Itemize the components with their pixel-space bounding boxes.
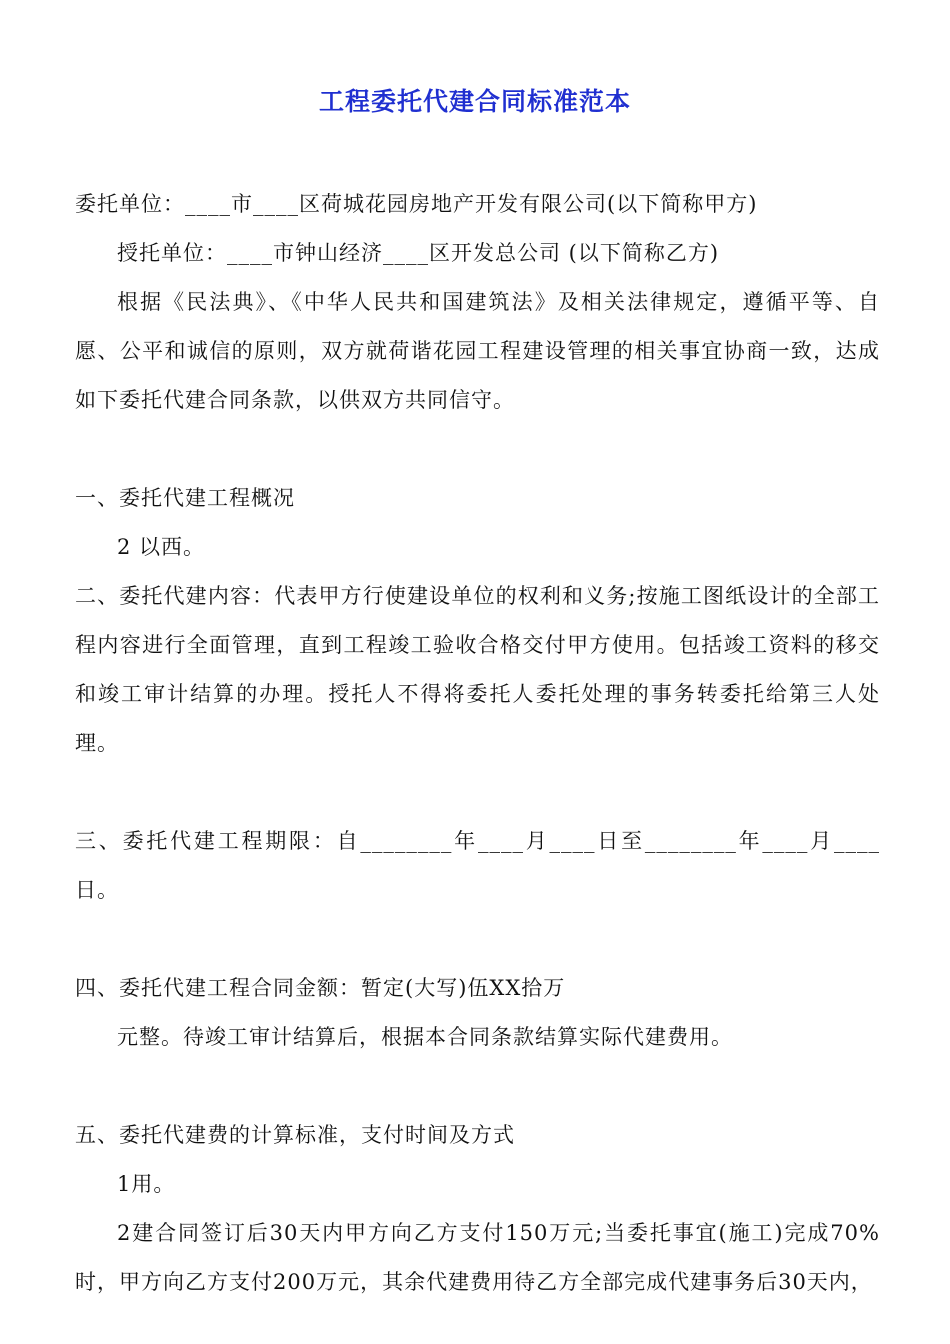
document-title: 工程委托代建合同标准范本 xyxy=(318,87,631,116)
spacer xyxy=(75,915,880,964)
spacer xyxy=(75,1062,880,1111)
section-3: 三、委托代建工程期限：自________年____月____日至________年____月____日。 xyxy=(75,829,880,902)
document-body xyxy=(75,180,880,1307)
section-5-item-2: 2建合同签订后30天内甲方向乙方支付150万元;当委托事宜(施工)完成70%时，甲方向乙方支付200万元，其余代建费用待乙方全部完成代建事务后30天内， xyxy=(75,1221,880,1294)
paragraph-preamble: 根据《民法典》、《中华人民共和国建筑法》及相关法律规定，遵循平等、自愿、公平和诚信的原则，双方就荷谐花园工程建设管理的相关事宜协商一致，达成如下委托代建合同条款，以供双方共同信守。 xyxy=(75,290,880,412)
section-5-item-1: 1用。 xyxy=(117,1172,176,1196)
section-5-heading: 五、委托代建费的计算标准，支付时间及方式 xyxy=(75,1123,515,1147)
paragraph-contractor: 授托单位：____市钟山经济____区开发总公司 (以下简称乙方) xyxy=(117,241,720,265)
section-1-text: 2 以西。 xyxy=(117,535,206,559)
section-4-text: 元整。待竣工审计结算后，根据本合同条款结算实际代建费用。 xyxy=(117,1025,733,1049)
spacer xyxy=(75,768,880,817)
section-1-heading: 一、委托代建工程概况 xyxy=(75,486,295,510)
section-2: 二、委托代建内容：代表甲方行使建设单位的权利和义务;按施工图纸设计的全部工程内容进行全面管理，直到工程竣工验收合格交付甲方使用。包括竣工资料的移交和竣工审计结算的办理。授托人不得将委托人委托处理的事务转委托给第三人处理。 xyxy=(75,584,880,755)
paragraph-client: 委托单位：____市____区荷城花园房地产开发有限公司(以下简称甲方) xyxy=(75,192,758,216)
spacer xyxy=(75,425,880,474)
section-4-heading: 四、委托代建工程合同金额：暂定(大写)伍XX拾万 xyxy=(75,976,566,1000)
